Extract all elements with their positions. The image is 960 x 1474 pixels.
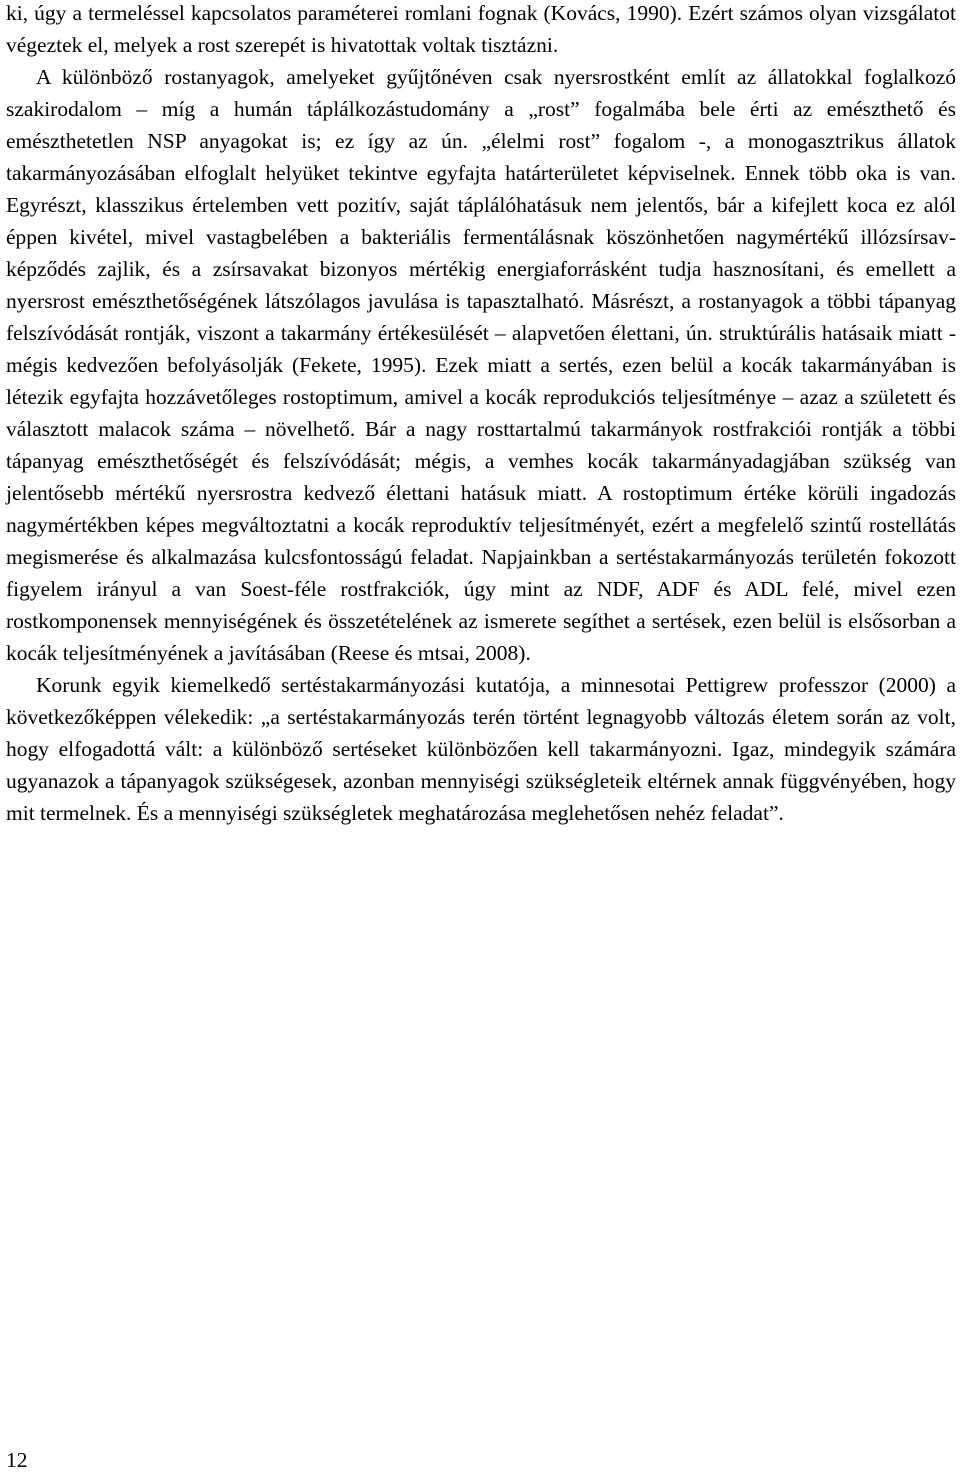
paragraph-1: ki, úgy a termeléssel kapcsolatos paraméterei romlani fognak (Kovács, 1990). Ezért számos olyan vizsgálatot végeztek el, melyek a rost szerepét is hivatottak voltak tisztázni. [6,1,956,57]
paragraph-3: Korunk egyik kiemelkedő sertéstakarmányozási kutatója, a minnesotai Pettigrew professzor (2000) a következőképpen vélekedik: „a sertéstakarmányozás terén történt legnagyobb változás életem során az volt, hogy elfogadottá vált: a különböző sertéseket különbözően kell takarmányozni. Igaz, mindegyik számára ugyanazok a tápanyagok szükségesek, azonban mennyiségi szükségleteik eltérnek annak függvényében, hogy mit termelnek. És a mennyiségi szükségletek meghatározása meglehetősen nehéz feladat”. [6,673,956,825]
body-text [6,0,956,829]
paragraph-2: A különböző rostanyagok, amelyeket gyűjtőnéven csak nyersrostként említ az állatokkal foglalkozó szakirodalom – míg a humán táplálkozástudomány a „rost” fogalmába bele érti az emészthető és emészthetetlen NSP anyagokat is; ez így az ún. „élelmi rost” fogalom -, a monogasztrikus állatok takarmányozásában elfoglalt helyüket tekintve egyfajta határterületet képviselnek. Ennek több oka is van. Egyrészt, klasszikus értelemben vett pozitív, saját táplálóhatásuk nem jelentős, bár a kifejlett koca ez alól éppen kivétel, mivel vastagbelében a bakteriális fermentálásnak köszönhetően nagymértékű illózsírsav-képződés zajlik, és a zsírsavakat bizonyos mértékig energiaforrásként tudja hasznosítani, és emellett a nyersrost emészthetőségének látszólagos javulása is tapasztalható. Másrészt, a rostanyagok a többi tápanyag felszívódását rontják, viszont a takarmány értékesülését – alapvetően élettani, ún. struktúrális hatásaik miatt - mégis kedvezően befolyásolják (Fekete, 1995). Ezek miatt a sertés, ezen belül a kocák takarmányában is létezik egyfajta hozzávetőleges rostoptimum, amivel a kocák reprodukciós teljesítménye – azaz a született és választott malacok száma – növelhető. Bár a nagy rosttartalmú takarmányok rostfrakciói rontják a többi tápanyag emészthetőségét és felszívódását; mégis, a vemhes kocák takarmányadagjában szükség van jelentősebb mértékű nyersrostra kedvező élettani hatásuk miatt. A rostoptimum értéke körüli ingadozás nagymértékben képes megváltoztatni a kocák reproduktív teljesítményét, ezért a megfelelő szintű rostellátás megismerése és alkalmazása kulcsfontosságú feladat. Napjainkban a sertéstakarmányozás területén fokozott figyelem irányul a van Soest-féle rostfrakciók, úgy mint az NDF, ADF és ADL felé, mivel ezen rostkomponensek mennyiségének és összetételének az ismerete segíthet a sertések, ezen belül is elsősorban a kocák teljesítményének a javításában (Reese és mtsai, 2008). [6,65,956,665]
page-number: 12 [6,1448,28,1472]
